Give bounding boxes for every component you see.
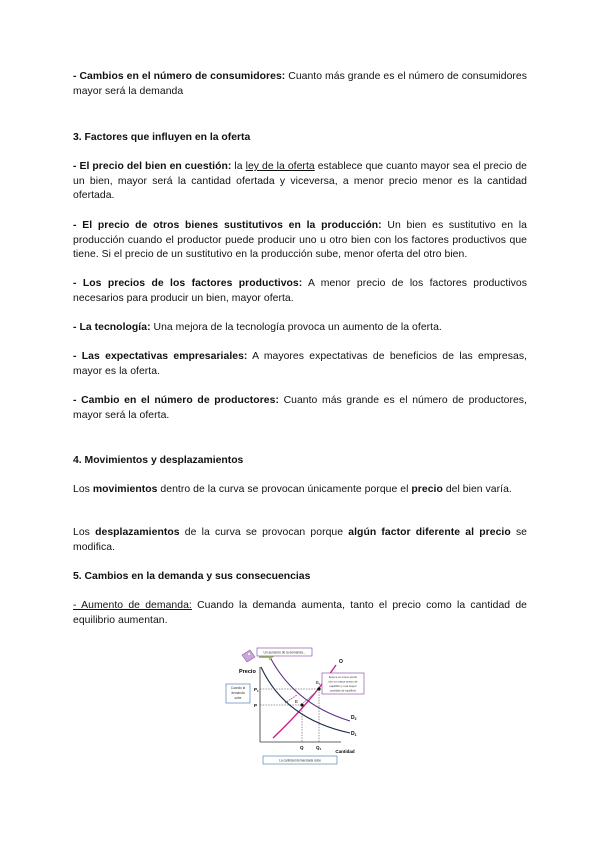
bold-term: desplazamientos: [95, 527, 180, 538]
annotation-text-right-3: equilibrio y una mayor: [329, 684, 357, 688]
annotation-text-left-3: sube: [234, 696, 242, 700]
bold-label: - La tecnología:: [73, 322, 151, 333]
p1-label: $P_1$: [254, 687, 259, 693]
paragraph-text: Los: [73, 527, 96, 538]
bold-label: - Cambios en el número de consumidores:: [73, 71, 286, 82]
paragraph-desplazamientos: [73, 526, 527, 555]
paragraph-aumento-demanda: [73, 599, 527, 628]
heading-movimientos: 4. Movimientos y desplazamientos: [73, 455, 244, 466]
annotation-text-right-1: lleva a un nuevo punto: [328, 675, 358, 679]
q1-label: $Q_1$: [316, 745, 322, 751]
demand-increase-figure: [225, 645, 365, 767]
annotation-text-left-1: Cuando la: [230, 686, 246, 690]
ley-de-la-oferta-link[interactable]: ley de la oferta: [245, 161, 315, 172]
e-label: E: [295, 699, 299, 704]
supply-label-o: O: [339, 659, 343, 665]
paragraph-text: Cuanto más grande es el número de productores, mayor será la oferta.: [73, 395, 527, 421]
equilibrium-point-e1: [317, 687, 320, 690]
paragraph-tecnologia: [73, 321, 527, 336]
shift-arrow: [303, 691, 317, 703]
heading-cambios-demanda: 5. Cambios en la demanda y sus consecuencias: [73, 571, 311, 582]
annotation-text-right-4: cantidad de equilibrio: [329, 688, 357, 693]
annotation-text-top: Un aumento de la demanda...: [263, 650, 306, 655]
paragraph-text: establece que cuanto mayor sea el precio de un bien, mayor será la cantidad ofertada y viceversa, a menor precio menor es la cantidad ofertada.: [73, 161, 528, 202]
annotation-text-left-2: demanda: [231, 691, 245, 695]
paragraph-text: Cuando la demanda aumenta, tanto el precio como la cantidad de equilibrio aumentan.: [73, 600, 527, 626]
bold-label: - Las expectativas empresariales:: [73, 351, 248, 362]
paragraph-cambios-consumidores: [73, 70, 527, 99]
paragraph-text: Una mejora de la tecnología provoca un aumento de la oferta.: [150, 322, 442, 333]
price-tag-icon: [242, 650, 255, 662]
bold-label: - El precio del bien en cuestión:: [73, 161, 232, 172]
demand-label-d1: $D_1$: [351, 731, 357, 738]
p-label: P: [254, 703, 258, 708]
paragraph-sustitutivos: [73, 219, 527, 263]
e1-label: $E_1$: [316, 680, 321, 686]
demand-label-d2: $D_2$: [351, 715, 357, 722]
bold-term: algún factor diferente al precio: [348, 527, 511, 538]
paragraph-text: de la curva se provocan porque: [179, 527, 349, 538]
paragraph-text: Un bien es sustitutivo en la producción cuando el productor puede producir uno u otro bien con los factores productivos que tiene. Si el precio de un sustitutivo en la producción sube, menor oferta del otro bien.: [73, 220, 527, 261]
paragraph-precio-bien: [73, 160, 527, 204]
paragraph-text: Cuanto más grande es el número de consumidores mayor será la demanda: [73, 71, 527, 97]
underlined-label: - Aumento de demanda:: [73, 600, 192, 611]
paragraph-factores-productivos: [73, 277, 527, 306]
bold-term: precio: [411, 484, 443, 495]
paragraph-text: del bien varía.: [442, 484, 512, 495]
bold-label: - Cambio en el número de productores:: [73, 395, 279, 406]
q-label: Q: [300, 745, 304, 750]
paragraph-expectativas: [73, 350, 527, 379]
bold-term: movimientos: [92, 484, 158, 495]
paragraph-text: la: [231, 161, 246, 172]
paragraph-text: A mayores expectativas de beneficios de las empresas, mayor es la oferta.: [73, 351, 528, 377]
annotation-text-bottom: La cantidad demandada sube: [278, 758, 322, 763]
cantidad-axis-label: Cantidad: [335, 749, 355, 754]
heading-factores-oferta: 3. Factores que influyen en la oferta: [73, 132, 251, 143]
precio-axis-label: Precio: [239, 669, 256, 675]
paragraph-movimientos: [73, 483, 527, 498]
bold-label: - Los precios de los factores productivos:: [73, 278, 303, 289]
paragraph-productores: [73, 394, 527, 423]
bold-label: - El precio de otros bienes sustitutivos en la producción:: [73, 220, 382, 231]
paragraph-text: Los: [73, 484, 93, 495]
equilibrium-point-e: [300, 703, 303, 706]
paragraph-text: dentro de la curva se provocan únicamente porque el: [157, 484, 412, 495]
annotation-text-right-2: con un mayor precio de: [328, 679, 358, 684]
paragraph-text: A menor precio de los factores productivos necesarios para producir un bien, mayor oferta.: [73, 278, 527, 304]
paragraph-text: se modifica.: [73, 527, 528, 553]
